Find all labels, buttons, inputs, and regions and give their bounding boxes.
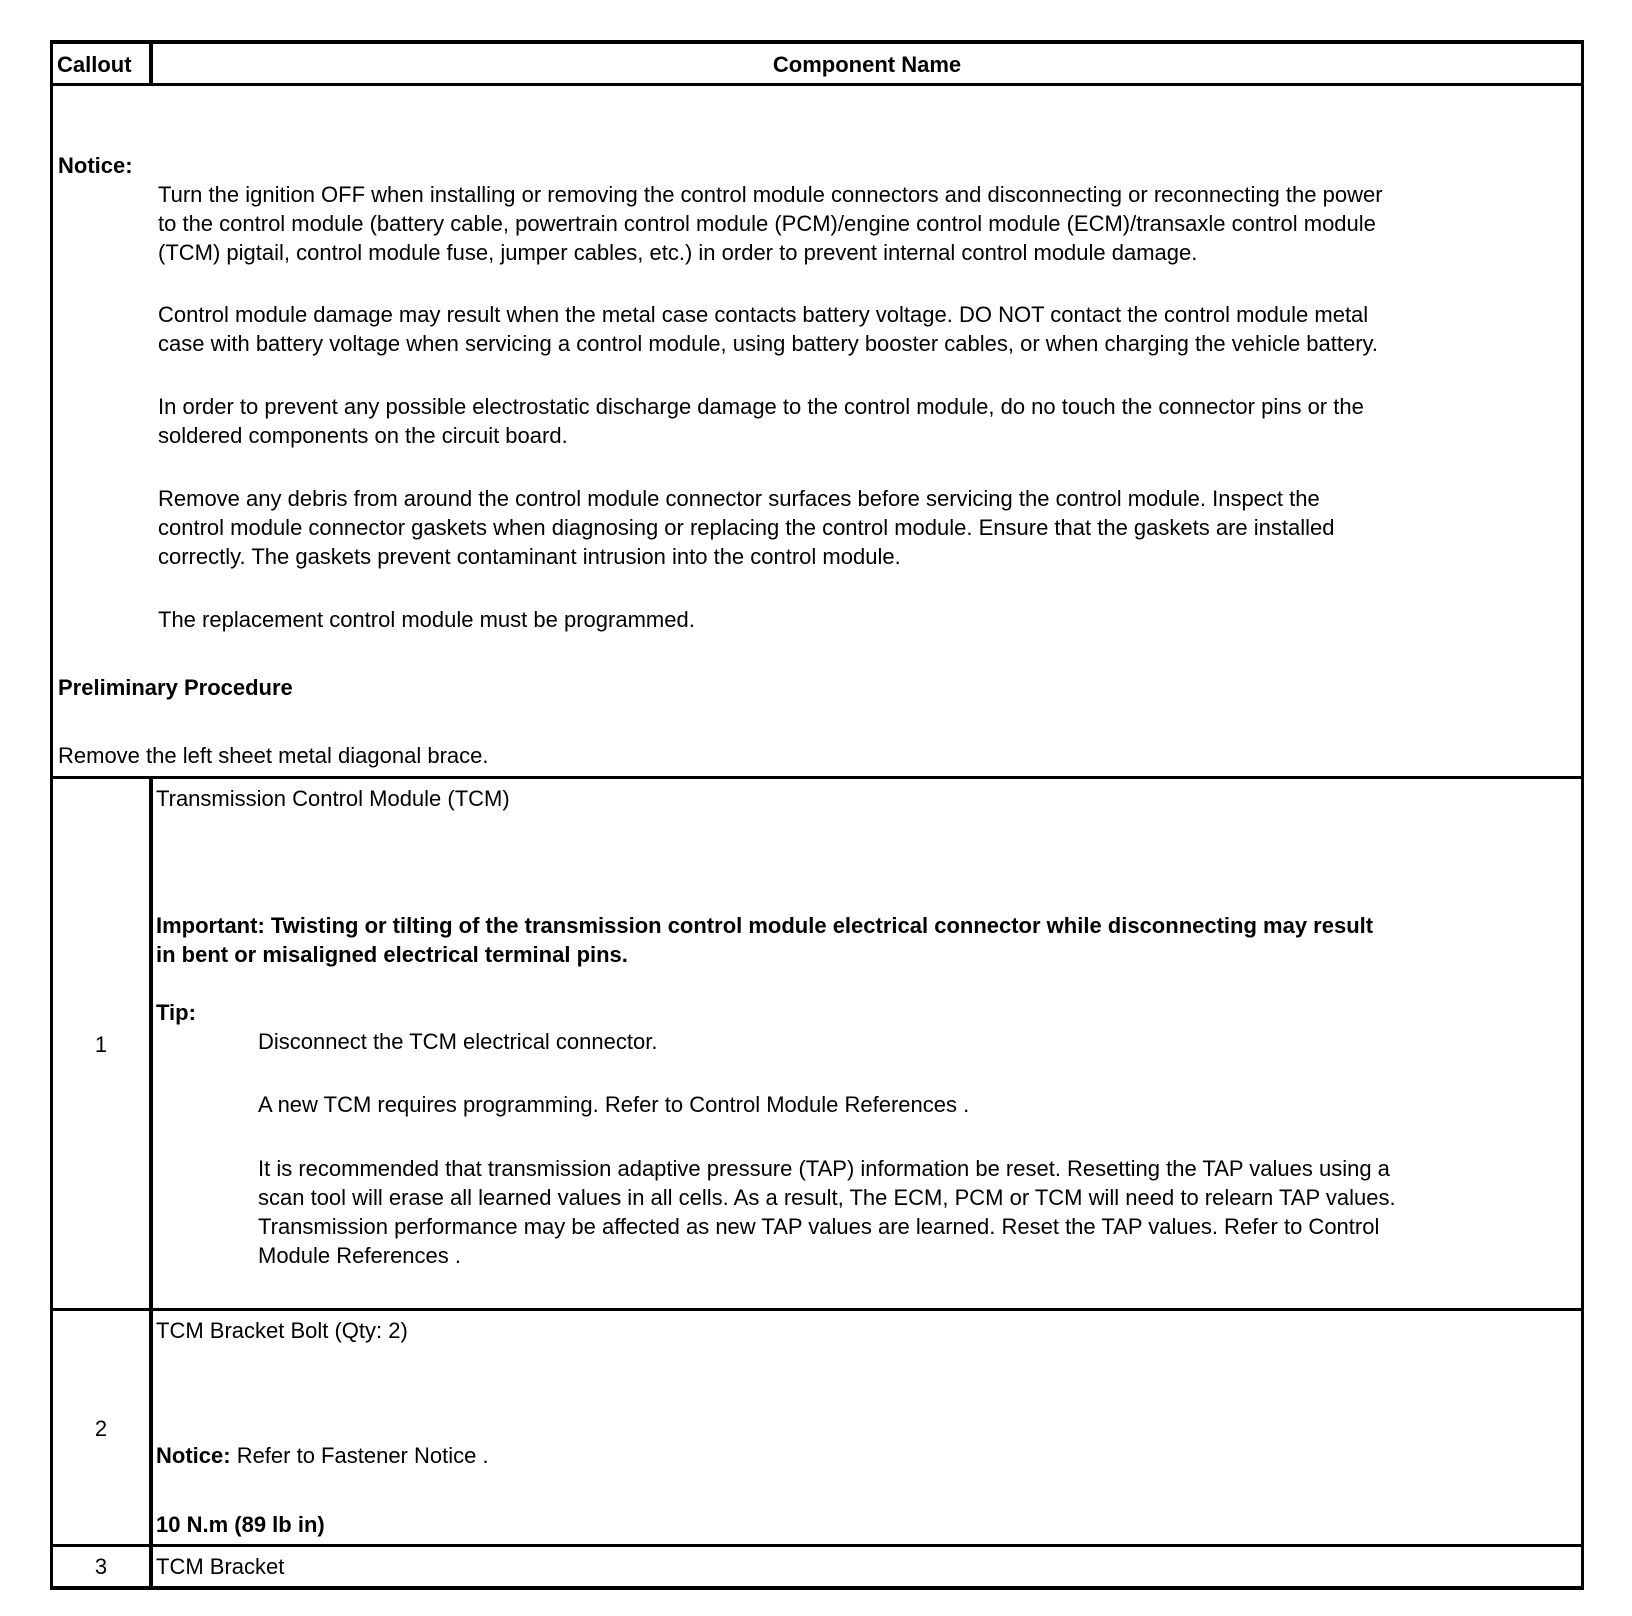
row-divider-2: [50, 1308, 1584, 1311]
callout-number: 1: [94, 1032, 108, 1057]
tip-label: Tip:: [156, 1000, 196, 1025]
text-line: In order to prevent any possible electrostatic discharge damage to the control module, do no touch the connector pins or the: [158, 394, 1364, 419]
text-line: (TCM) pigtail, control module fuse, jumper cables, etc.) in order to prevent internal control module damage.: [158, 240, 1198, 265]
text-line: Turn the ignition OFF when installing or removing the control module connectors and disconnecting or reconnecting the power: [158, 182, 1383, 207]
text-line: Module References .: [258, 1243, 461, 1268]
row-divider-3: [50, 1544, 1584, 1547]
notice-paragraph: [158, 605, 695, 634]
preliminary-step: Remove the left sheet metal diagonal brace.: [58, 743, 489, 768]
text-line: The replacement control module must be programmed.: [158, 607, 695, 632]
table-border-left: [50, 40, 53, 1590]
preliminary-heading: Preliminary Procedure: [58, 675, 293, 700]
tip-item: [258, 1027, 657, 1056]
fastener-notice: [156, 1441, 489, 1470]
torque-spec: 10 N.m (89 lb in): [156, 1512, 325, 1537]
notice-paragraph: [158, 484, 1334, 571]
text-line: control module connector gaskets when diagnosing or replacing the control module. Ensure that the gaskets are installed: [158, 515, 1335, 540]
notice-paragraph: [158, 300, 1378, 358]
table-border-top: [50, 40, 1584, 44]
text-line: Remove any debris from around the control module connector surfaces before servicing the control module. Inspect the: [158, 486, 1320, 511]
text-line: correctly. The gaskets prevent contaminant intrusion into the control module.: [158, 544, 901, 569]
column-divider: [149, 776, 153, 1590]
notice-text: Refer to Fastener Notice .: [236, 1443, 489, 1468]
text-line: Transmission performance may be affected as new TAP values are learned. Reset the TAP values. Refer to Control: [258, 1214, 1380, 1239]
text-line: case with battery voltage when servicing a control module, using battery booster cables, or when charging the vehicle battery.: [158, 331, 1379, 356]
text-line: soldered components on the circuit board.: [158, 423, 568, 448]
header-divider: [50, 83, 1584, 86]
important-note: [156, 911, 1373, 969]
text-line: Disconnect the TCM electrical connector.: [258, 1029, 658, 1054]
text-line: A new TCM requires programming. Refer to Control Module References .: [258, 1092, 970, 1117]
row-divider-1: [50, 776, 1584, 779]
notice-paragraph: [158, 392, 1364, 450]
notice-paragraph: [158, 180, 1383, 267]
component-name: Transmission Control Module (TCM): [156, 786, 510, 811]
header-component-name: Component Name: [772, 52, 962, 77]
text-line: It is recommended that transmission adaptive pressure (TAP) information be reset. Resetting the TAP values using a: [258, 1156, 1390, 1181]
notice-label: Notice:: [58, 153, 133, 178]
callout-number: 2: [94, 1416, 108, 1441]
text-line: in bent or misaligned electrical terminal pins.: [156, 942, 628, 967]
callout-number: 3: [94, 1554, 108, 1579]
table-border-bottom: [50, 1586, 1584, 1590]
notice-label: Notice:: [156, 1443, 231, 1468]
text-line: Important: Twisting or tilting of the transmission control module electrical connector while disconnecting may result: [156, 913, 1374, 938]
text-line: Control module damage may result when the metal case contacts battery voltage. DO NOT contact the control module metal: [158, 302, 1369, 327]
component-name: TCM Bracket Bolt (Qty: 2): [156, 1318, 408, 1343]
header-callout: Callout: [57, 52, 132, 77]
tip-item: [258, 1090, 969, 1119]
component-name: TCM Bracket: [156, 1554, 285, 1579]
tip-item: [258, 1154, 1396, 1270]
table-border-right: [1581, 40, 1584, 1590]
text-line: scan tool will erase all learned values in all cells. As a result, The ECM, PCM or TCM will need to relearn TAP values.: [258, 1185, 1396, 1210]
text-line: to the control module (battery cable, powertrain control module (PCM)/engine control module (ECM)/transaxle control module: [158, 211, 1376, 236]
